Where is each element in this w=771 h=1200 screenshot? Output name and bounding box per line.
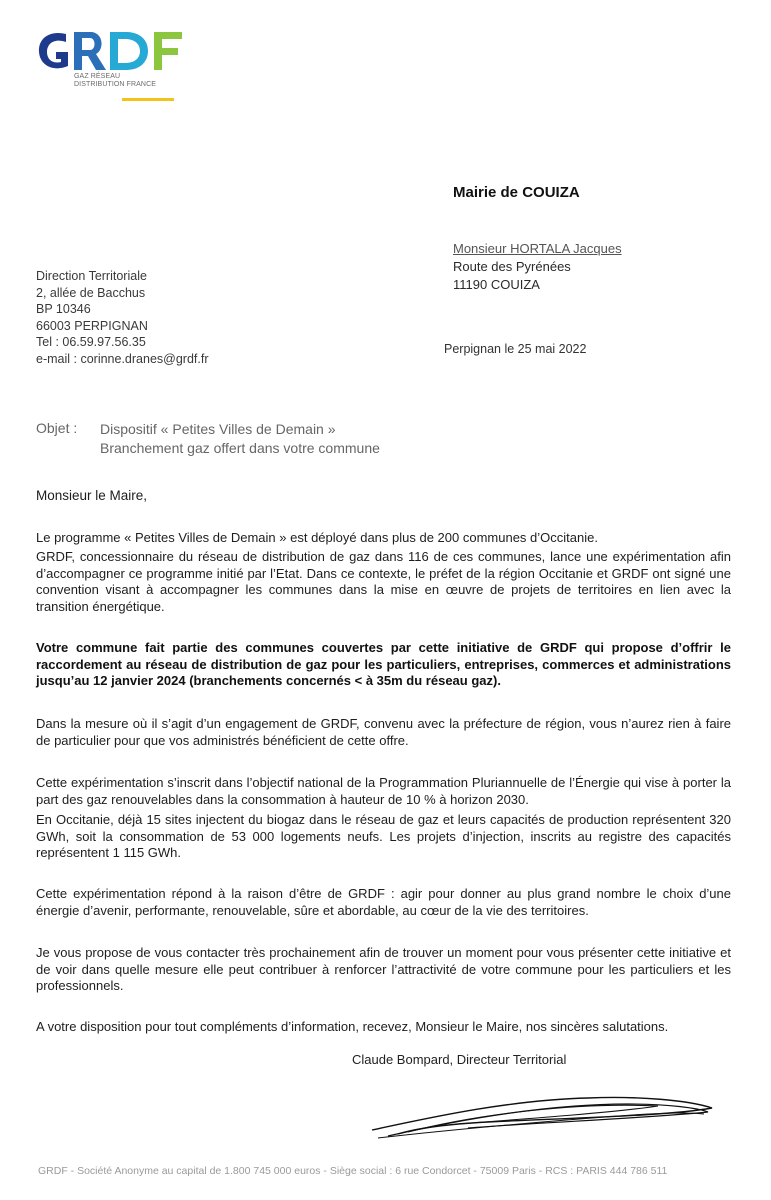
paragraph-5: Cette expérimentation s’inscrit dans l’objectif national de la Programmation Pluriannuelle de l’Énergie qui vise à porter la part des gaz renouvelables dans la consommation à hauteur de 10 % à horizon 2030. [36, 775, 731, 807]
recipient-title: Mairie de COUIZA [453, 184, 580, 201]
sender-line-3: BP 10346 [36, 302, 91, 316]
signer-name: Claude Bompard, Directeur Territorial [352, 1052, 567, 1067]
signature-drawing [368, 1078, 718, 1148]
paragraph-7: Cette expérimentation répond à la raison d’être de GRDF : agir pour donner au plus grand nombre le choix d’une énergie d’avenir, performante, renouvelable, sûre et abordable, au cœur de la vie des territoires. [36, 886, 731, 918]
paragraph-6: En Occitanie, déjà 15 sites injectent du biogaz dans le réseau de gaz et leurs capacités de production représentent 320 GWh, soit la consommation de 53 000 logements neufs. Les projets d’injection, inscrits au registre des capacités représentent 1 115 GWh. [36, 812, 731, 860]
grdf-logo-mark [36, 26, 216, 76]
greeting: Monsieur le Maire, [36, 488, 148, 503]
recipient-city: 11190 COUIZA [453, 277, 540, 292]
sender-email: e-mail : corinne.dranes@grdf.fr [36, 351, 209, 366]
letter-date: Perpignan le 25 mai 2022 [444, 342, 587, 356]
sender-line-4: 66003 PERPIGNAN [36, 318, 148, 333]
grdf-logo [36, 26, 216, 108]
sender-line-2: 2, allée de Bacchus [36, 285, 146, 300]
objet-label: Objet : [36, 420, 78, 436]
sender-address [36, 268, 208, 367]
footer-legal: GRDF - Société Anonyme au capital de 1.800 745 000 euros - Siège social : 6 rue Condorcet - 75009 Paris - RCS : PARIS 444 786 511 [38, 1165, 668, 1177]
paragraph-4: Dans la mesure où il s’agit d’un engagement de GRDF, convenu avec la préfecture de région, vous n’aurez rien à faire de particulier pour que vos administrés bénéficient de cette offre. [36, 716, 731, 748]
objet-text [100, 420, 380, 458]
objet-line-1: Dispositif « Petites Villes de Demain » [100, 421, 336, 437]
paragraph-8: Je vous propose de vous contacter très prochainement afin de trouver un moment pour vous présenter cette initiative et de voir dans quelle mesure elle peut contribuer à renforcer l’attractivité de votre commune pour les particuliers et les professionnels. [36, 945, 731, 993]
paragraph-3: Votre commune fait partie des communes couvertes par cette initiative de GRDF qui propose d’offrir le raccordement au réseau de distribution de gaz pour les particuliers, entreprises, commerces et administrations jusqu’au 12 janvier 2024 (branchements concernés < à 35m du réseau gaz). [36, 640, 731, 688]
logo-yellow-bar [122, 98, 174, 101]
paragraph-9: A votre disposition pour tout compléments d’information, recevez, Monsieur le Maire, nos sincères salutations. [36, 1019, 669, 1034]
sender-phone: Tel : 06.59.97.56.35 [36, 335, 146, 349]
recipient-address [453, 240, 622, 294]
paragraph-2: GRDF, concessionnaire du réseau de distribution de gaz dans 116 de ces communes, lance une expérimentation afin d’accompagner ce programme initié par l’Etat. Dans ce contexte, le préfet de la région Occitanie et GRDF ont signé une convention visant à accompagner les communes dans la mise en œuvre de projets de territoires en lien avec la transition énergétique. [36, 549, 731, 614]
paragraph-1: Le programme « Petites Villes de Demain » est déployé dans plus de 200 communes d’Occitanie. [36, 530, 598, 545]
logo-tagline-2: DISTRIBUTION FRANCE [74, 81, 157, 88]
sender-line-1: Direction Territoriale [36, 269, 147, 283]
signature [368, 1078, 718, 1148]
recipient-name: Monsieur HORTALA Jacques [453, 241, 622, 256]
recipient-street: Route des Pyrénées [453, 259, 571, 274]
logo-tagline-1: GAZ RÉSEAU [74, 73, 121, 80]
objet-line-2: Branchement gaz offert dans votre commune [100, 440, 380, 456]
